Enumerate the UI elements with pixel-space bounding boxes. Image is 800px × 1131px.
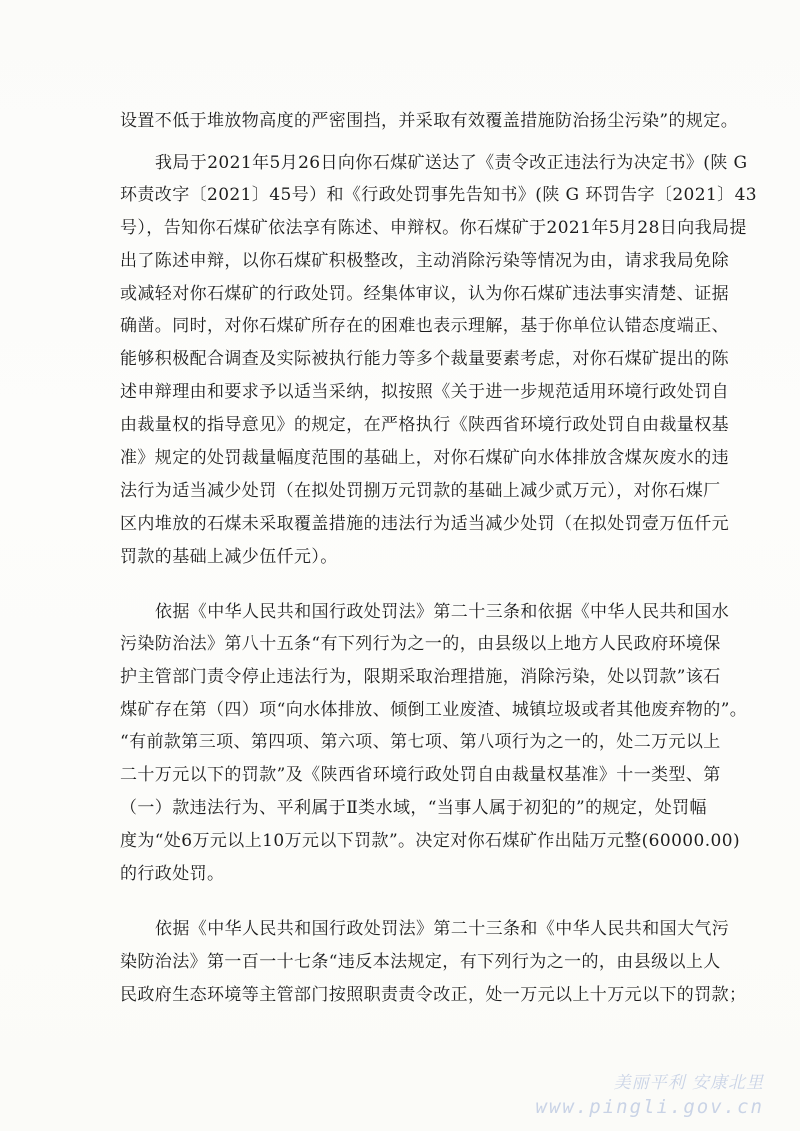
document-text-line: 出了陈述申辩，以你石煤矿积极整改，主动消除污染等情况为由，请求我局免除 <box>120 251 729 271</box>
document-text-line: 设置不低于堆放物高度的严密围挡，并采取有效覆盖措施防治扬尘污染”的规定。 <box>120 111 739 131</box>
document-text-line: 依据《中华人民共和国行政处罚法》第二十三条和《中华人民共和国大气污 <box>155 919 730 939</box>
document-text-line: 二十万元以下的罚款”及《陕西省环境行政处罚自由裁量权基准》十一类型、第 <box>120 765 721 785</box>
watermark-slogan: 美丽平利 安康北里 <box>613 1073 764 1093</box>
document-text-line: 染防治法》第一百一十七条“违反本法规定，有下列行为之一的，由县级以上人 <box>120 952 721 972</box>
document-text-line: 民政府生态环境等主管部门按照职责责令改正，处一万元以上十万元以下的罚款； <box>120 985 747 1005</box>
document-text-line: 度为“处6万元以上10万元以下罚款”。决定对你石煤矿作出陆万元整(60000.00) <box>120 831 741 851</box>
document-text-line: 依据《中华人民共和国行政处罚法》第二十三条和依据《中华人民共和国水 <box>155 602 730 622</box>
document-text-line: 或减轻对你石煤矿的行政处罚。经集体审议，认为你石煤矿违法事实清楚、证据 <box>120 284 729 304</box>
document-text-line: 能够积极配合调查及实际被执行能力等多个裁量要素考虑，对你石煤矿提出的陈 <box>120 349 729 369</box>
document-text-line: 法行为适当减少处罚（在拟处罚捌万元罚款的基础上减少贰万元），对你石煤厂 <box>120 481 721 501</box>
document-text-line: 护主管部门责令停止违法行为，限期采取治理措施，消除污染，处以罚款”该石 <box>120 667 721 687</box>
document-text-line: 准》规定的处罚裁量幅度范围的基础上，对你石煤矿向水体排放含煤灰废水的违 <box>120 448 729 468</box>
document-text-line: 号），告知你石煤矿依法享有陈述、申辩权。你石煤矿于2021年5月28日向我局提 <box>120 218 747 238</box>
document-text-line: 环责改字〔2021〕45号）和《行政处罚事先告知书》(陕 G 环罚告字〔2021〕43 <box>120 185 758 205</box>
document-text-line: 煤矿存在第（四）项“向水体排放、倾倒工业废渣、城镇垃圾或者其他废弃物的”。 <box>120 700 748 720</box>
document-text-line: （一）款违法行为、平利属于Ⅱ类水域，“当事人属于初犯的”的规定，处罚幅 <box>120 798 707 818</box>
document-text-line: 述申辩理由和要求予以适当采纳，拟按照《关于进一步规范适用环境行政处罚自 <box>120 382 729 402</box>
document-text-line: 的行政处罚。 <box>120 864 225 884</box>
document-text-line: 确凿。同时，对你石煤矿所存在的困难也表示理解，基于你单位认错态度端正、 <box>120 316 729 336</box>
document-text-line: 区内堆放的石煤未采取覆盖措施的违法行为适当减少处罚（在拟处罚壹万伍仟元 <box>120 514 729 534</box>
document-text-line: 由裁量权的指导意见》的规定，在严格执行《陕西省环境行政处罚自由裁量权基 <box>120 415 729 435</box>
document-text-line: 污染防治法》第八十五条“有下列行为之一的，由县级以上地方人民政府环境保 <box>120 634 721 654</box>
document-text-line: 我局于2021年5月26日向你石煤矿送达了《责令改正违法行为决定书》(陕 G <box>155 153 748 173</box>
watermark-url: www.pingli.gov.cn <box>535 1096 764 1118</box>
document-text-line: “有前款第三项、第四项、第六项、第七项、第八项行为之一的，处二万元以上 <box>120 732 721 752</box>
document-text-line: 罚款的基础上减少伍仟元）。 <box>120 547 338 567</box>
